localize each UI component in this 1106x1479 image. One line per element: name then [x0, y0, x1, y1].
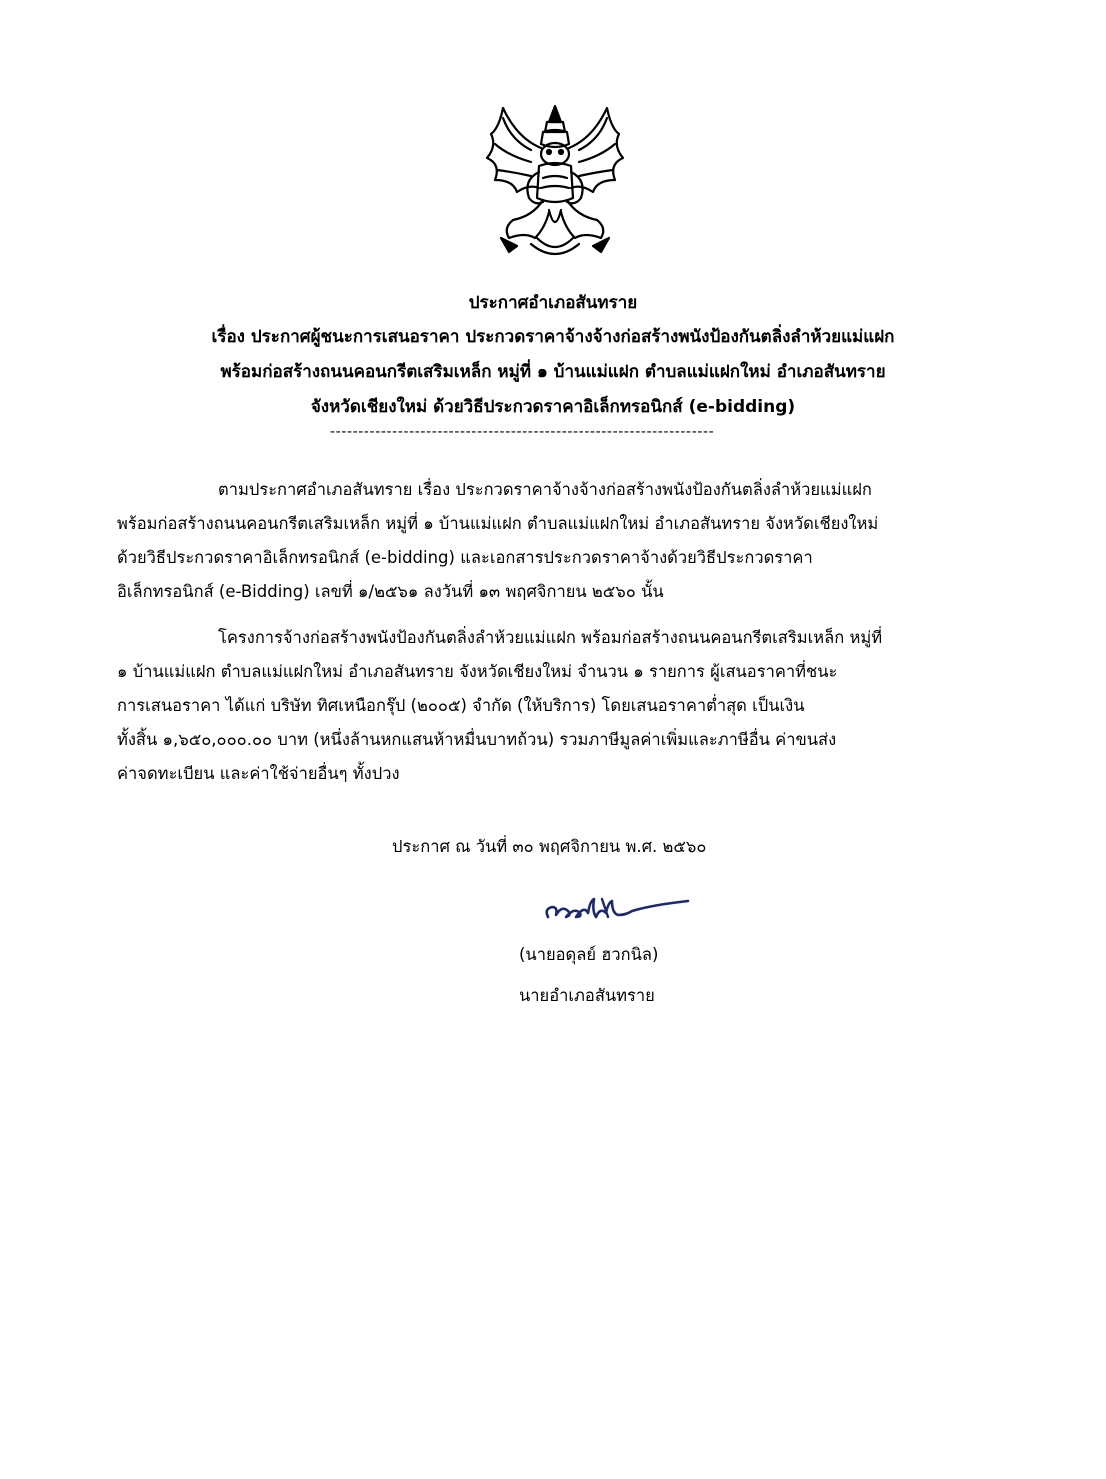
paragraph-1-line-3: ด้วยวิธีประกวดราคาอิเล็กทรอนิกส์ (e-bidding) และเอกสารประกวดราคาจ้างด้วยวิธีประกวดราคา	[117, 548, 813, 567]
subject-line-2: พร้อมก่อสร้างถนนคอนกรีตเสริมเหล็ก หมู่ที่ ๑ บ้านแม่แฝก ตำบลแม่แฝกใหม่ อำเภอสันทราย	[220, 362, 886, 382]
paragraph-1-line-1: ตามประกาศอำเภอสันทราย เรื่อง ประกวดราคาจ้างจ้างก่อสร้างพนังป้องกันตลิ่งลำห้วยแม่แฝก	[218, 480, 872, 499]
subject-line-1: เรื่อง ประกาศผู้ชนะการเสนอราคา ประกวดราคาจ้างจ้างก่อสร้างพนังป้องกันตลิ่งลำห้วยแม่แฝก	[211, 327, 895, 347]
divider: --------------------------------------------------------------------	[330, 424, 715, 440]
subject-line-3: จังหวัดเชียงใหม่ ด้วยวิธีประกวดราคาอิเล็กทรอนิกส์ (e-bidding)	[310, 397, 796, 417]
paragraph-2-line-5: ค่าจดทะเบียน และค่าใช้จ่ายอื่นๆ ทั้งปวง	[117, 764, 400, 783]
signatory-name: (นายอดุลย์ ฮวกนิล)	[519, 945, 659, 964]
handwritten-signature	[542, 893, 692, 933]
announcement-title: ประกาศอำเภอสันทราย	[468, 293, 638, 313]
paragraph-2-line-2: ๑ บ้านแม่แฝก ตำบลแม่แฝกใหม่ อำเภอสันทราย จังหวัดเชียงใหม่ จำนวน ๑ รายการ ผู้เสนอราคาที่ชนะ	[117, 662, 838, 681]
paragraph-2-line-1: โครงการจ้างก่อสร้างพนังป้องกันตลิ่งลำห้วยแม่แฝก พร้อมก่อสร้างถนนคอนกรีตเสริมเหล็ก หมู่ที่	[218, 628, 883, 647]
paragraph-2-line-4: ทั้งสิ้น ๑,๖๕๐,๐๐๐.๐๐ บาท (หนึ่งล้านหกแสนห้าหมื่นบาทถ้วน) รวมภาษีมูลค่าเพิ่มและภาษีอื่น ค่าขนส่ง	[117, 730, 837, 749]
garuda-emblem-icon	[473, 88, 637, 264]
signatory-position: นายอำเภอสันทราย	[519, 986, 655, 1005]
paragraph-2-line-3: การเสนอราคา ได้แก่ บริษัท ทิศเหนือกรุ๊ป (๒๐๐๕) จำกัด (ให้บริการ) โดยเสนอราคาต่ำสุด เป็นเงิน	[117, 696, 805, 715]
paragraph-1-line-2: พร้อมก่อสร้างถนนคอนกรีตเสริมเหล็ก หมู่ที่ ๑ บ้านแม่แฝก ตำบลแม่แฝกใหม่ อำเภอสันทราย จังหวัดเชียงใหม่	[117, 514, 879, 533]
paragraph-1-line-4: อิเล็กทรอนิกส์ (e-Bidding) เลขที่ ๑/๒๕๖๑ ลงวันที่ ๑๓ พฤศจิกายน ๒๕๖๐ นั้น	[117, 582, 664, 601]
announcement-date: ประกาศ ณ วันที่ ๓๐ พฤศจิกายน พ.ศ. ๒๕๖๐	[392, 837, 707, 856]
